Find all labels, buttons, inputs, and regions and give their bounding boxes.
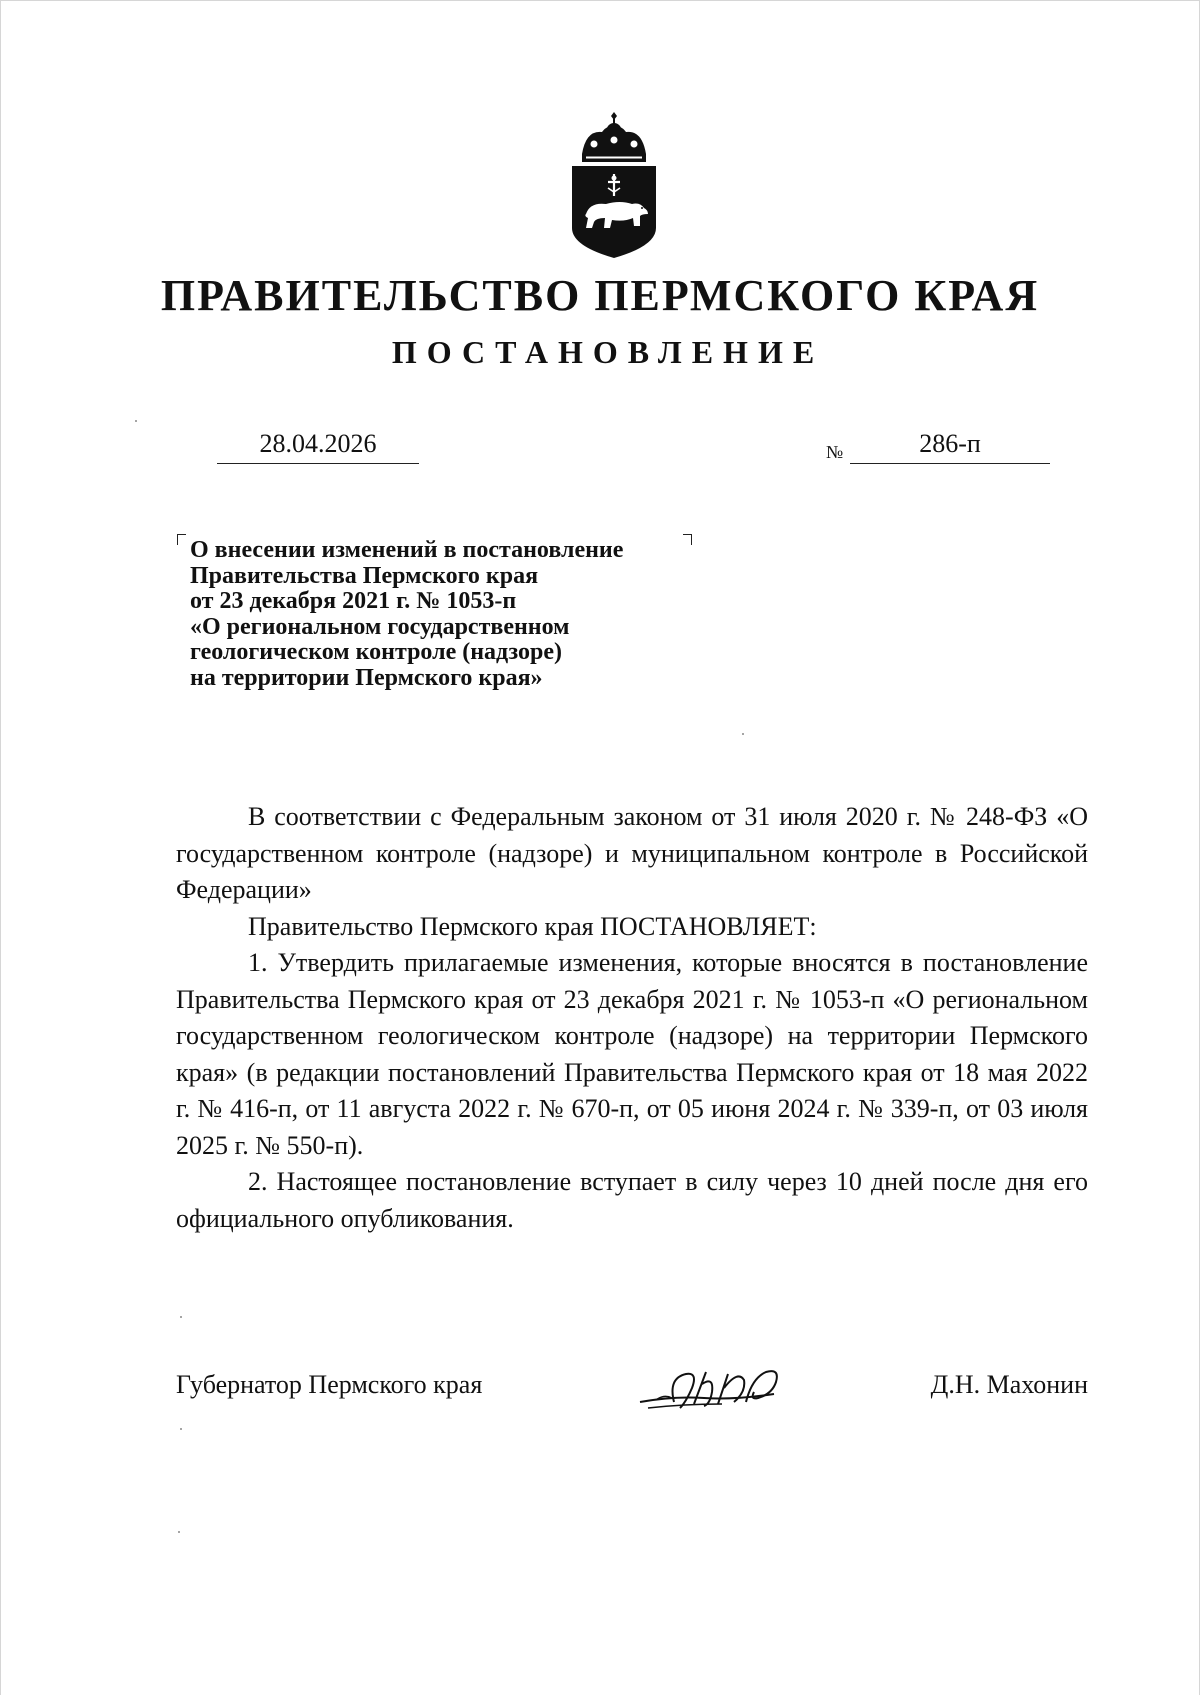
document-body [176, 799, 1088, 1237]
subject-line: О внесении изменений в постановление [190, 537, 624, 563]
document-subject [190, 538, 750, 691]
document-date-field: 28.04.2026 [217, 426, 419, 464]
handwritten-signature-image [634, 1358, 804, 1418]
document-number-label: № [826, 442, 844, 462]
scan-speck [742, 733, 744, 735]
scan-speck [178, 1531, 180, 1533]
page-edge-left [0, 0, 1, 1695]
organization-title: ПРАВИТЕЛЬСТВО ПЕРМСКОГО КРАЯ [160, 271, 1040, 320]
subject-line: Правительства Пермского края [190, 562, 539, 589]
document-type-heading: ПОСТАНОВЛЕНИЕ [391, 334, 825, 370]
scan-speck [135, 420, 137, 422]
page-edge-top [0, 0, 1200, 1]
body-paragraph: В соответствии с Федеральным законом от 31 июля 2020 г. № 248-ФЗ «О государственном контроле (надзоре) и муниципальном контроле в Российской Федерации» [176, 802, 1088, 904]
scan-speck [180, 1428, 182, 1430]
subject-line: геологическом контроле (надзоре) [190, 639, 562, 665]
title-bracket-left [177, 534, 186, 545]
scan-speck [180, 1316, 182, 1318]
subject-line: «О региональном государственном [190, 613, 570, 640]
subject-line: от 23 декабря 2021 г. № 1053-п [190, 588, 517, 614]
body-paragraph: 2. Настоящее постановление вступает в силу через 10 дней после дня его официального опубликования. [176, 1167, 1088, 1233]
signatory-name: Д.Н. Махонин [930, 1370, 1088, 1399]
perm-krai-coat-of-arms-icon [568, 110, 660, 260]
signatory-position: Губернатор Пермского края [176, 1370, 483, 1399]
signature-block [176, 1370, 1088, 1410]
subject-line: на территории Пермского края» [190, 664, 543, 691]
body-paragraph: Правительство Пермского края ПОСТАНОВЛЯЕТ: [248, 911, 817, 941]
body-paragraph: 1. Утвердить прилагаемые изменения, которые вносятся в постановление Правительства Пермского края от 23 декабря 2021 г. № 1053-п «О региональном государственном геологическом контроле (надзоре) на территории Пермского края» (в редакции постановлений Правительства Пермского края от 18 мая 2022 г. № 416-п, от 11 августа 2022 г. № 670-п, от 05 июня 2024 г. № 339-п, от 03 июля 2025 г. № 550-п). [176, 948, 1088, 1160]
document-number-field: 286-п [850, 426, 1050, 464]
